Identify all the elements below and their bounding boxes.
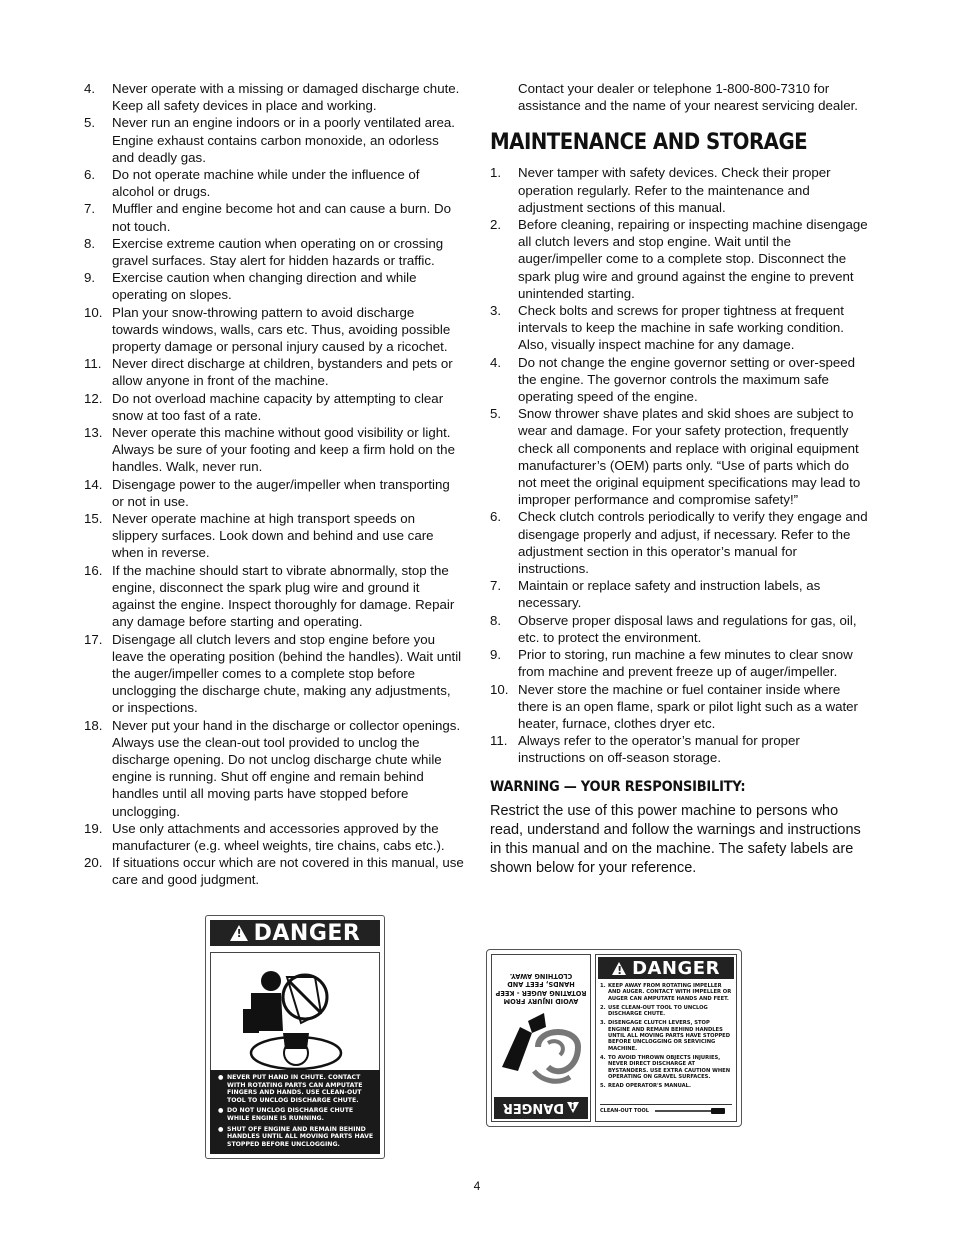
item-text: Plan your snow-throwing pattern to avoid discharge towards windows, walls, cars etc. Thus, avoiding possible property damage or personal injury caused by a ricochet. (112, 304, 451, 355)
list-item (600, 1005, 733, 1018)
list-item (84, 510, 464, 562)
auger-pictogram (498, 1007, 584, 1091)
clean-out-tool-row (600, 1104, 732, 1117)
list-item (490, 354, 870, 406)
maintenance-list (490, 164, 870, 766)
list-item (84, 424, 464, 476)
list-item (490, 577, 870, 611)
list-item (84, 114, 464, 166)
list-item (490, 508, 870, 577)
list-item (84, 80, 464, 114)
list-item (490, 612, 870, 646)
list-item (490, 302, 870, 354)
item-number: 10. (84, 304, 103, 320)
danger-numbered-list (600, 983, 733, 1092)
item-text: Snow thrower shave plates and skid shoes are subject to wear and damage. For your safety protection, frequently check all components and replace with original equipment manufacturer’s (OEM) parts only. “Use of parts which do not meet the original equipment specifications may lead to improper performance and compromise safety!” (518, 406, 861, 508)
item-number: 20. (84, 855, 103, 871)
item-text: Observe proper disposal laws and regulations for gas, oil, etc. to protect the environment. (518, 612, 857, 645)
item-number: 9. (84, 270, 96, 286)
list-item (84, 631, 464, 717)
danger-header (210, 920, 380, 946)
list-item (84, 476, 464, 510)
list-item (84, 200, 464, 234)
danger-label-auger (486, 949, 742, 1127)
danger-bullet: DO NOT UNCLOG DISCHARGE CHUTE WHILE ENGINE IS RUNNING. (227, 1107, 354, 1122)
item-text: Muffler and engine become hot and can cause a burn. Do not touch. (112, 201, 452, 234)
list-item (84, 235, 464, 269)
item-number: 14. (84, 476, 103, 492)
item-text: Exercise caution when changing direction and while operating on slopes. (112, 270, 417, 303)
item-number: 11. (490, 733, 508, 749)
warning-triangle-icon (230, 925, 248, 941)
item-text: Exercise extreme caution when operating on or crossing gravel surfaces. Stay alert for hidden hazards or traffic. (112, 235, 444, 269)
list-item (84, 166, 464, 200)
item-number: 4. (600, 1054, 606, 1061)
page-number: 4 (473, 1179, 481, 1193)
warning-heading: WARNING — YOUR RESPONSIBILITY: (490, 778, 746, 795)
item-number: 5. (490, 406, 502, 422)
item-text: Check clutch controls periodically to verify they engage and disengage properly and adjust, if necessary. Refer to the adjustment section in this operator’s manual for instructions. (518, 509, 868, 577)
list-item (490, 405, 870, 508)
item-text: READ OPERATOR'S MANUAL. (608, 1083, 691, 1090)
list-item (490, 646, 870, 680)
item-text: Prior to storing, run machine a few minutes to clear snow from machine and prevent freeze up of auger/impeller. (518, 647, 853, 680)
item-number: 2. (600, 1004, 606, 1011)
item-text: If situations occur which are not covered in this manual, use care and good judgment. (112, 855, 464, 888)
danger-title: DANGER (253, 920, 361, 946)
item-number: 6. (84, 167, 96, 183)
danger-bullet: NEVER PUT HAND IN CHUTE. CONTACT WITH ROTATING PARTS CAN AMPUTATE FINGERS AND HANDS. USE CLEAN-OUT TOOL TO UNCLOG DISCHARGE CHUTE. (227, 1074, 363, 1104)
list-item (600, 1055, 733, 1081)
auger-side-panel (491, 954, 591, 1122)
list-item (84, 854, 464, 888)
item-number: 1. (600, 983, 606, 989)
list-item (84, 717, 464, 820)
item-number: 7. (490, 578, 502, 594)
item-text: Disengage power to the auger/impeller when transporting or not in use. (112, 476, 450, 509)
item-text: If the machine should start to vibrate abnormally, stop the engine, disconnect the spark plug wire and ground it against the engine. Inspect thoroughly for damage. Repair any damage before starting and operating. (112, 562, 455, 630)
warning-triangle-icon (612, 962, 626, 975)
hand-in-chute-pictogram (210, 952, 380, 1076)
item-number: 9. (490, 647, 502, 663)
danger-title: DANGER (632, 957, 720, 979)
clean-out-tool-icon (655, 1107, 725, 1115)
item-number: 11. (84, 356, 102, 372)
item-text: Never operate with a missing or damaged discharge chute. Keep all safety devices in place and working. (112, 81, 460, 114)
item-number: 3. (600, 1020, 606, 1027)
list-item (84, 269, 464, 303)
danger-bullet: SHUT OFF ENGINE AND REMAIN BEHIND HANDLES UNTIL ALL MOVING PARTS HAVE STOPPED BEFORE UNCLOGGING. (227, 1125, 374, 1148)
danger-side-title: DANGER (502, 1100, 565, 1116)
list-item (84, 820, 464, 854)
item-text: Never direct discharge at children, bystanders and pets or allow anyone in front of the machine. (112, 356, 453, 389)
item-number: 2. (490, 217, 502, 233)
item-text: Maintain or replace safety and instruction labels, as necessary. (518, 578, 821, 611)
item-text: Disengage all clutch levers and stop engine before you leave the operating position (behind the handles). Wait until the auger/impeller comes to a complete stop before unclogging the discharge chute, making any adjustments, or inspections. (112, 631, 462, 716)
list-item (490, 732, 870, 766)
clean-out-tool-label: CLEAN-OUT TOOL (600, 1108, 649, 1114)
item-text: Never store the machine or fuel container inside where there is an open flame, spark or pilot light such as a water heater, furnace, clothes dryer etc. (518, 681, 858, 731)
item-number: 13. (84, 425, 103, 441)
item-number: 5. (84, 115, 96, 131)
item-text: Never run an engine indoors or in a poorly ventilated area. Engine exhaust contains carbon monoxide, an odorless and deadly gas. (112, 115, 455, 165)
item-number: 6. (490, 509, 502, 525)
item-number: 4. (490, 354, 502, 370)
item-number: 3. (490, 303, 502, 319)
item-number: 18. (84, 717, 103, 733)
item-text: Do not operate machine while under the influence of alcohol or drugs. (112, 167, 420, 200)
right-column (490, 80, 870, 878)
auger-instructions-panel (595, 954, 737, 1122)
item-text: TO AVOID THROWN OBJECTS INJURIES, NEVER DIRECT DISCHARGE AT BYSTANDERS. USE EXTRA CAUTION WHEN OPERATING ON GRAVEL SURFACES. (608, 1054, 731, 1081)
list-item (600, 1083, 733, 1089)
list-item (490, 216, 870, 302)
list-item (84, 304, 464, 356)
danger-instructions-block: ● NEVER PUT HAND IN CHUTE. CONTACT WITH ROTATING PARTS CAN AMPUTATE FINGERS AND HANDS. USE CLEAN-OUT TOOL TO UNCLOG DISCHARGE CHUTE. ● DO NOT UNCLOG DISCHARGE CHUTE WHILE ENGINE IS RUNNING. ● SHUT OFF ENGINE AND REMAIN BEHIND HANDLES UNTIL ALL MOVING PARTS HAVE STOPPED BEFORE UNCLOGGING. (210, 1070, 380, 1154)
item-text: Do not change the engine governor setting or over-speed the engine. The governor controls the maximum safe operating speed of the engine. (518, 354, 856, 405)
item-text: Always refer to the operator’s manual for proper instructions on off-season storage. (518, 733, 800, 766)
item-text: DISENGAGE CLUTCH LEVERS, STOP ENGINE AND REMAIN BEHIND HANDLES UNTIL ALL MOVING PARTS HAVE STOPPED BEFORE UNCLOGGING OR SERVICING MACHINE. (608, 1020, 731, 1052)
item-text: Use only attachments and accessories approved by the manufacturer (e.g. wheel weights, tire chains, cabs etc.). (112, 820, 445, 853)
list-item (600, 1020, 733, 1052)
item-text: Never operate this machine without good visibility or light. Always be sure of your footing and keep a firm hold on the handles. Walk, never run. (112, 425, 455, 475)
auger-side-text: AVOID INJURY FROM ROTATING AUGER - KEEP HANDS, FEET AND CLOTHING AWAY. (495, 972, 587, 1005)
item-number: 17. (84, 631, 103, 647)
maintenance-heading: MAINTENANCE AND STORAGE (490, 130, 808, 156)
list-item (84, 355, 464, 389)
item-number: 15. (84, 511, 103, 527)
warning-triangle-icon (567, 1103, 579, 1114)
item-number: 16. (84, 562, 103, 578)
list-item (84, 390, 464, 424)
danger-side-banner (494, 1097, 588, 1119)
contact-dealer-text: Contact your dealer or telephone 1-800-800-7310 for assistance and the name of your nearest servicing dealer. (518, 81, 859, 114)
list-item (490, 164, 870, 216)
item-number: 1. (490, 165, 502, 181)
item-text: Before cleaning, repairing or inspecting machine disengage all clutch levers and stop engine. Wait until the auger/impeller come to a complete stop. Disconnect the spark plug wire and ground against the engine to prevent unintended starting. (518, 217, 868, 301)
item-number: 4. (84, 81, 96, 96)
item-number: 10. (490, 681, 509, 697)
item-text: Never tamper with safety devices. Check their proper operation regularly. Refer to the maintenance and adjustment sections of this manual. (518, 165, 831, 215)
item-number: 12. (84, 390, 103, 406)
item-text: KEEP AWAY FROM ROTATING IMPELLER AND AUGER. CONTACT WITH IMPELLER OR AUGER CAN AMPUTATE HANDS AND FEET. (608, 983, 732, 1002)
item-number: 19. (84, 820, 103, 836)
list-item (490, 681, 870, 733)
left-column (84, 80, 464, 889)
warning-body: Restrict the use of this power machine to persons who read, understand and follow the warnings and instructions in this manual and on the machine. The safety labels are shown below for your reference. (490, 802, 861, 876)
item-text: Check bolts and screws for proper tightness at frequent intervals to keep the machine in safe working condition. Also, visually inspect machine for any damage. (518, 303, 844, 353)
item-number: 5. (600, 1083, 606, 1090)
item-text: USE CLEAN-OUT TOOL TO UNCLOG DISCHARGE CHUTE. (608, 1004, 708, 1018)
item-text: Do not overload machine capacity by attempting to clear snow at too fast of a rate. (112, 390, 444, 423)
danger-header (598, 957, 734, 979)
item-number: 8. (84, 235, 96, 251)
list-item (600, 983, 733, 1002)
item-number: 8. (490, 612, 502, 628)
item-text: Never operate machine at high transport speeds on slippery surfaces. Look down and behind and use care when in reverse. (112, 511, 434, 561)
danger-label-chute (205, 915, 385, 1159)
item-text: Never put your hand in the discharge or collector openings. Always use the clean-out tool provided to unclog the discharge opening. Do not unclog discharge chute while engine is running. Shut off engine and remain behind handles until all moving parts have stopped before unclogging. (112, 717, 461, 819)
item-number: 7. (84, 201, 96, 217)
list-item (84, 562, 464, 631)
